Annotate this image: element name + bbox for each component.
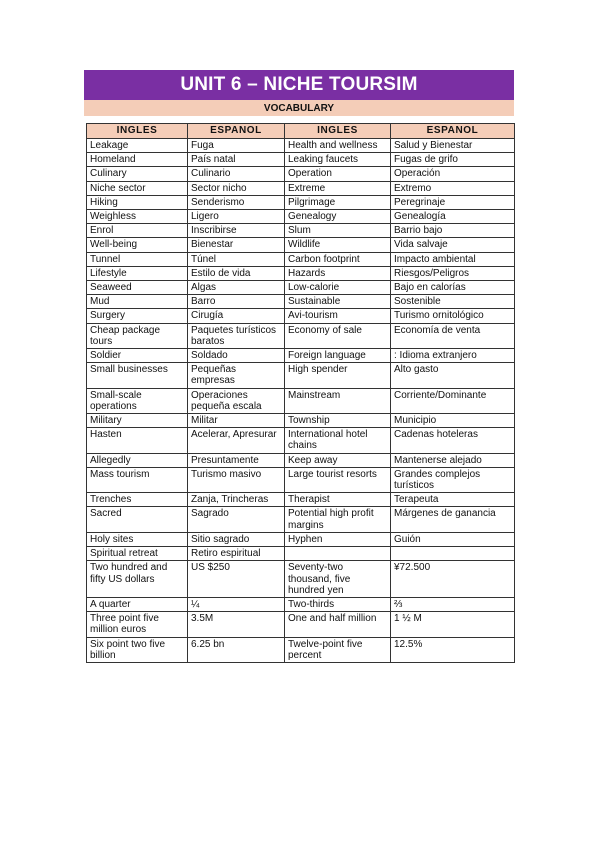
table-row <box>87 309 515 323</box>
table-row <box>87 281 515 295</box>
vocabulary-table <box>86 123 515 663</box>
english-term-cell: Weighless <box>87 210 188 224</box>
english-term-cell: Cheap package tours <box>87 323 188 348</box>
english-term-cell: Soldier <box>87 349 188 363</box>
english-term-cell: Mainstream <box>285 388 391 413</box>
spanish-term-cell: Corriente/Dominante <box>391 388 515 413</box>
english-term-cell: Township <box>285 414 391 428</box>
english-term-cell: Hyphen <box>285 532 391 546</box>
english-term-cell: Pilgrimage <box>285 195 391 209</box>
english-term-cell: Military <box>87 414 188 428</box>
table-row <box>87 363 515 388</box>
column-header: INGLES <box>87 124 188 139</box>
english-term-cell: Carbon footprint <box>285 252 391 266</box>
table-row <box>87 388 515 413</box>
english-term-cell: Keep away <box>285 453 391 467</box>
spanish-term-cell: 6.25 bn <box>188 637 285 662</box>
spanish-term-cell: Pequeñas empresas <box>188 363 285 388</box>
table-row <box>87 195 515 209</box>
table-row <box>87 637 515 662</box>
spanish-term-cell: : Idioma extranjero <box>391 349 515 363</box>
spanish-term-cell: ⅔ <box>391 597 515 611</box>
table-row <box>87 349 515 363</box>
spanish-term-cell: Paquetes turísticos baratos <box>188 323 285 348</box>
table-row <box>87 266 515 280</box>
english-term-cell: Therapist <box>285 493 391 507</box>
spanish-term-cell: Fugas de grifo <box>391 153 515 167</box>
english-term-cell: Three point five million euros <box>87 612 188 637</box>
english-term-cell: Enrol <box>87 224 188 238</box>
spanish-term-cell: Impacto ambiental <box>391 252 515 266</box>
english-term-cell: Hiking <box>87 195 188 209</box>
spanish-term-cell: US $250 <box>188 561 285 598</box>
spanish-term-cell: Turismo ornitológico <box>391 309 515 323</box>
english-term-cell: Potential high profit margins <box>285 507 391 532</box>
spanish-term-cell: Fuga <box>188 139 285 153</box>
spanish-term-cell: Cirugía <box>188 309 285 323</box>
spanish-term-cell: Salud y Bienestar <box>391 139 515 153</box>
english-term-cell: Seventy-two thousand, five hundred yen <box>285 561 391 598</box>
table-row <box>87 547 515 561</box>
table-row <box>87 493 515 507</box>
spanish-term-cell: Estilo de vida <box>188 266 285 280</box>
english-term-cell: Leakage <box>87 139 188 153</box>
table-row <box>87 612 515 637</box>
spanish-term-cell: 3.5M <box>188 612 285 637</box>
table-row <box>87 597 515 611</box>
english-term-cell: Trenches <box>87 493 188 507</box>
table-header-row <box>87 124 515 139</box>
table-row <box>87 252 515 266</box>
table-row <box>87 153 515 167</box>
english-term-cell: Holy sites <box>87 532 188 546</box>
english-term-cell: Health and wellness <box>285 139 391 153</box>
spanish-term-cell: Genealogía <box>391 210 515 224</box>
spanish-term-cell: Mantenerse alejado <box>391 453 515 467</box>
english-term-cell: Well-being <box>87 238 188 252</box>
spanish-term-cell: Operación <box>391 167 515 181</box>
english-term-cell: Foreign language <box>285 349 391 363</box>
column-header: ESPANOL <box>391 124 515 139</box>
spanish-term-cell: Ligero <box>188 210 285 224</box>
spanish-term-cell: Extremo <box>391 181 515 195</box>
spanish-term-cell <box>391 547 515 561</box>
spanish-term-cell: Guión <box>391 532 515 546</box>
spanish-term-cell: Sostenible <box>391 295 515 309</box>
english-term-cell: Large tourist resorts <box>285 467 391 492</box>
table-row <box>87 561 515 598</box>
table-row <box>87 323 515 348</box>
english-term-cell: Twelve-point five percent <box>285 637 391 662</box>
spanish-term-cell: Retiro espiritual <box>188 547 285 561</box>
english-term-cell: International hotel chains <box>285 428 391 453</box>
spanish-term-cell: Inscribirse <box>188 224 285 238</box>
english-term-cell: Mass tourism <box>87 467 188 492</box>
english-term-cell: Operation <box>285 167 391 181</box>
spanish-term-cell: Culinario <box>188 167 285 181</box>
english-term-cell: Genealogy <box>285 210 391 224</box>
spanish-term-cell: Municipio <box>391 414 515 428</box>
column-header: ESPANOL <box>188 124 285 139</box>
spanish-term-cell: ¥72.500 <box>391 561 515 598</box>
english-term-cell: Homeland <box>87 153 188 167</box>
spanish-term-cell: Senderismo <box>188 195 285 209</box>
spanish-term-cell: 1 ½ M <box>391 612 515 637</box>
spanish-term-cell: Economía de venta <box>391 323 515 348</box>
table-row <box>87 532 515 546</box>
english-term-cell: Small-scale operations <box>87 388 188 413</box>
page-title: UNIT 6 – NICHE TOURSIM <box>180 74 418 95</box>
english-term-cell: Sacred <box>87 507 188 532</box>
table-row <box>87 210 515 224</box>
spanish-term-cell: Bienestar <box>188 238 285 252</box>
spanish-term-cell: Acelerar, Apresurar <box>188 428 285 453</box>
english-term-cell: Wildlife <box>285 238 391 252</box>
table-row <box>87 238 515 252</box>
spanish-term-cell: Sitio sagrado <box>188 532 285 546</box>
section-subtitle: VOCABULARY <box>263 102 335 114</box>
spanish-term-cell: Peregrinaje <box>391 195 515 209</box>
table-row <box>87 507 515 532</box>
english-term-cell: A quarter <box>87 597 188 611</box>
english-term-cell: Culinary <box>87 167 188 181</box>
spanish-term-cell: Alto gasto <box>391 363 515 388</box>
spanish-term-cell: Zanja, Trincheras <box>188 493 285 507</box>
spanish-term-cell: Cadenas hoteleras <box>391 428 515 453</box>
spanish-term-cell: Grandes complejos turísticos <box>391 467 515 492</box>
spanish-term-cell: Militar <box>188 414 285 428</box>
english-term-cell: High spender <box>285 363 391 388</box>
table-row <box>87 224 515 238</box>
english-term-cell: Two hundred and fifty US dollars <box>87 561 188 598</box>
english-term-cell: Low-calorie <box>285 281 391 295</box>
table-row <box>87 428 515 453</box>
table-row <box>87 181 515 195</box>
english-term-cell: Leaking faucets <box>285 153 391 167</box>
english-term-cell: One and half million <box>285 612 391 637</box>
spanish-term-cell: Operaciones pequeña escala <box>188 388 285 413</box>
spanish-term-cell: Presuntamente <box>188 453 285 467</box>
english-term-cell: Hasten <box>87 428 188 453</box>
table-row <box>87 453 515 467</box>
spanish-term-cell: Algas <box>188 281 285 295</box>
spanish-term-cell: Turismo masivo <box>188 467 285 492</box>
spanish-term-cell: Sagrado <box>188 507 285 532</box>
english-term-cell: Economy of sale <box>285 323 391 348</box>
unit-title-banner <box>84 70 514 100</box>
english-term-cell: Niche sector <box>87 181 188 195</box>
english-term-cell: Surgery <box>87 309 188 323</box>
spanish-term-cell: Barro <box>188 295 285 309</box>
spanish-term-cell: Riesgos/Peligros <box>391 266 515 280</box>
spanish-term-cell: Túnel <box>188 252 285 266</box>
table-row <box>87 167 515 181</box>
english-term-cell: Slum <box>285 224 391 238</box>
spanish-term-cell: Sector nicho <box>188 181 285 195</box>
english-term-cell: Six point two five billion <box>87 637 188 662</box>
table-row <box>87 295 515 309</box>
spanish-term-cell: Soldado <box>188 349 285 363</box>
english-term-cell: Sustainable <box>285 295 391 309</box>
spanish-term-cell: País natal <box>188 153 285 167</box>
english-term-cell <box>285 547 391 561</box>
english-term-cell: Allegedly <box>87 453 188 467</box>
english-term-cell: Small businesses <box>87 363 188 388</box>
spanish-term-cell: ¼ <box>188 597 285 611</box>
spanish-term-cell: Terapeuta <box>391 493 515 507</box>
vocabulary-banner <box>84 100 514 116</box>
table-row <box>87 414 515 428</box>
english-term-cell: Spiritual retreat <box>87 547 188 561</box>
table-body <box>87 139 515 663</box>
english-term-cell: Hazards <box>285 266 391 280</box>
spanish-term-cell: Bajo en calorías <box>391 281 515 295</box>
spanish-term-cell: Vida salvaje <box>391 238 515 252</box>
spanish-term-cell: Barrio bajo <box>391 224 515 238</box>
table-row <box>87 467 515 492</box>
column-header: INGLES <box>285 124 391 139</box>
english-term-cell: Seaweed <box>87 281 188 295</box>
english-term-cell: Mud <box>87 295 188 309</box>
spanish-term-cell: Márgenes de ganancia <box>391 507 515 532</box>
english-term-cell: Extreme <box>285 181 391 195</box>
english-term-cell: Lifestyle <box>87 266 188 280</box>
english-term-cell: Tunnel <box>87 252 188 266</box>
english-term-cell: Avi-tourism <box>285 309 391 323</box>
spanish-term-cell: 12.5% <box>391 637 515 662</box>
english-term-cell: Two-thirds <box>285 597 391 611</box>
table-row <box>87 139 515 153</box>
